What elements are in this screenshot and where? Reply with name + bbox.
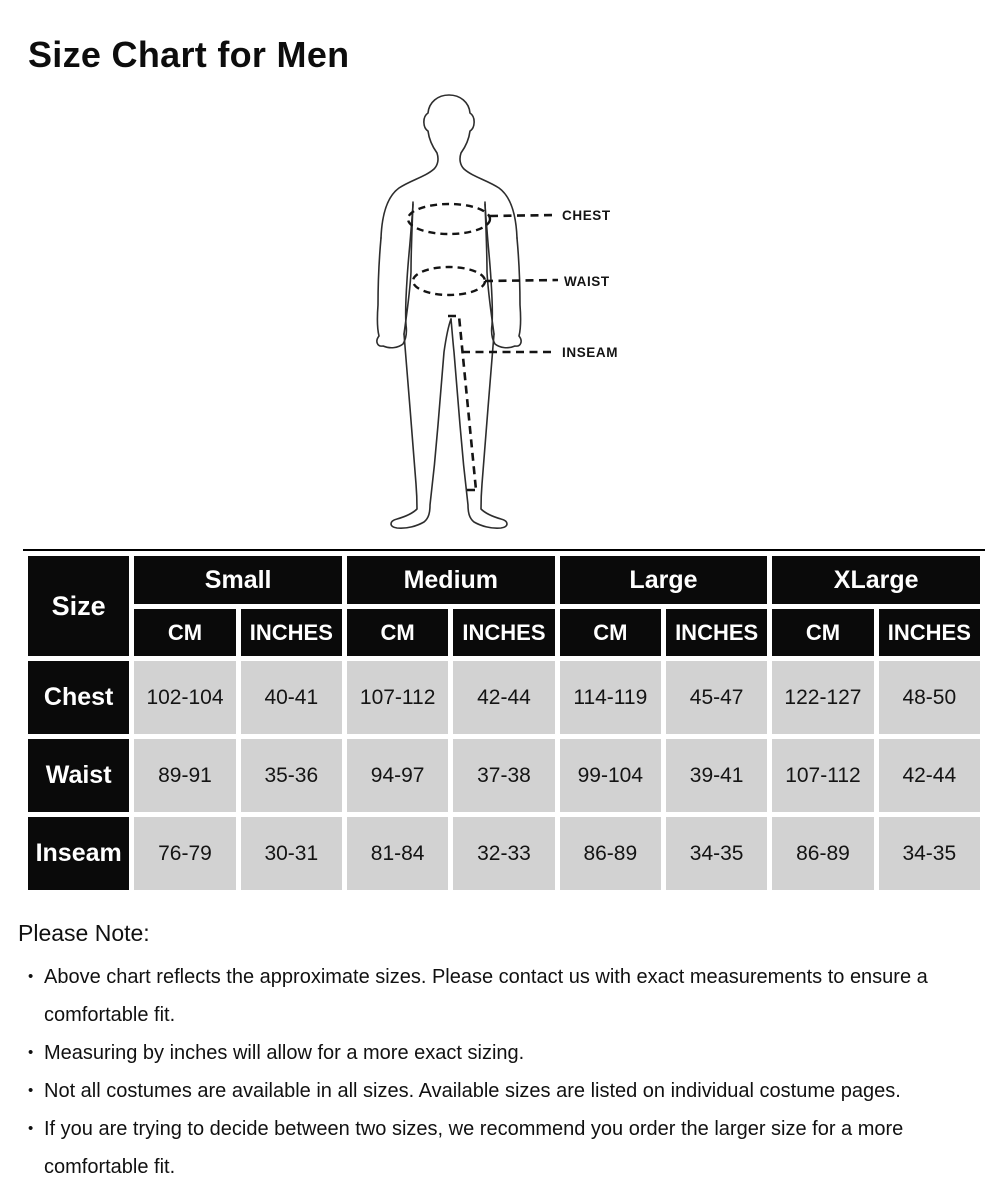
inseam-small-inches: 30-31 [241, 817, 342, 890]
inseam-xlarge-inches: 34-35 [879, 817, 980, 890]
inseam-small-cm: 76-79 [134, 817, 235, 890]
chest-small-inches: 40-41 [241, 661, 342, 734]
waist-measure-ellipse [413, 267, 485, 295]
row-label-chest: Chest [28, 661, 129, 734]
chest-large-inches: 45-47 [666, 661, 767, 734]
row-label-waist: Waist [28, 739, 129, 812]
note-item [18, 1110, 962, 1186]
size-header-small: Small [134, 556, 342, 604]
body-measurement-diagram [373, 88, 645, 540]
note-item [18, 1034, 962, 1072]
chest-medium-cm: 107-112 [347, 661, 448, 734]
size-group-header-row [28, 556, 980, 604]
page-title: Size Chart for Men [28, 34, 350, 76]
waist-xlarge-cm: 107-112 [772, 739, 873, 812]
waist-label: WAIST [564, 274, 610, 289]
waist-medium-inches: 37-38 [453, 739, 554, 812]
note-text: Above chart reflects the approximate sizes. Please contact us with exact measurements to ensure a comfortable fit. [44, 966, 928, 1026]
waist-large-inches: 39-41 [666, 739, 767, 812]
bullet-icon: • [28, 1082, 34, 1099]
notes-section [18, 918, 962, 1186]
unit-header-row [28, 609, 980, 656]
table-row-chest [28, 661, 980, 734]
chest-xlarge-cm: 122-127 [772, 661, 873, 734]
inseam-large-inches: 34-35 [666, 817, 767, 890]
size-header-medium: Medium [347, 556, 555, 604]
chest-label: CHEST [562, 208, 611, 223]
inseam-large-cm: 86-89 [560, 817, 661, 890]
inseam-xlarge-cm: 86-89 [772, 817, 873, 890]
notes-heading: Please Note: [18, 920, 150, 946]
note-item [18, 1072, 962, 1110]
chest-small-cm: 102-104 [134, 661, 235, 734]
note-item [18, 958, 962, 1034]
chest-large-cm: 114-119 [560, 661, 661, 734]
row-label-inseam: Inseam [28, 817, 129, 890]
chest-xlarge-inches: 48-50 [879, 661, 980, 734]
waist-xlarge-inches: 42-44 [879, 739, 980, 812]
unit-header-cm: CM [347, 609, 448, 656]
note-text: Not all costumes are available in all sizes. Available sizes are listed on individual costume pages. [44, 1080, 901, 1102]
inseam-label: INSEAM [562, 345, 619, 360]
unit-header-cm: CM [134, 609, 235, 656]
waist-large-cm: 99-104 [560, 739, 661, 812]
unit-header-cm: CM [772, 609, 873, 656]
bullet-icon: • [28, 1044, 34, 1061]
size-header-xlarge: XLarge [772, 556, 980, 604]
body-outline-right-leg [451, 319, 507, 528]
size-header-large: Large [560, 556, 768, 604]
table-row-waist [28, 739, 980, 812]
waist-medium-cm: 94-97 [347, 739, 448, 812]
inseam-medium-inches: 32-33 [453, 817, 554, 890]
table-row-inseam [28, 817, 980, 890]
unit-header-cm: CM [560, 609, 661, 656]
chest-medium-inches: 42-44 [453, 661, 554, 734]
body-outline-left-leg [391, 319, 451, 528]
chest-leader-line [490, 215, 557, 216]
unit-header-inches: INCHES [453, 609, 554, 656]
size-table [23, 549, 985, 895]
unit-header-inches: INCHES [241, 609, 342, 656]
unit-header-inches: INCHES [879, 609, 980, 656]
unit-header-inches: INCHES [666, 609, 767, 656]
size-corner-header: Size [28, 556, 129, 656]
bullet-icon: • [28, 1120, 34, 1137]
bullet-icon: • [28, 968, 34, 985]
chest-measure-ellipse [408, 204, 490, 234]
size-table-container [23, 549, 985, 895]
waist-small-inches: 35-36 [241, 739, 342, 812]
note-text: Measuring by inches will allow for a more exact sizing. [44, 1042, 525, 1064]
note-text: If you are trying to decide between two sizes, we recommend you order the larger size for a more comfortable fit. [44, 1118, 904, 1178]
waist-small-cm: 89-91 [134, 739, 235, 812]
inseam-medium-cm: 81-84 [347, 817, 448, 890]
waist-leader-line [485, 280, 558, 281]
